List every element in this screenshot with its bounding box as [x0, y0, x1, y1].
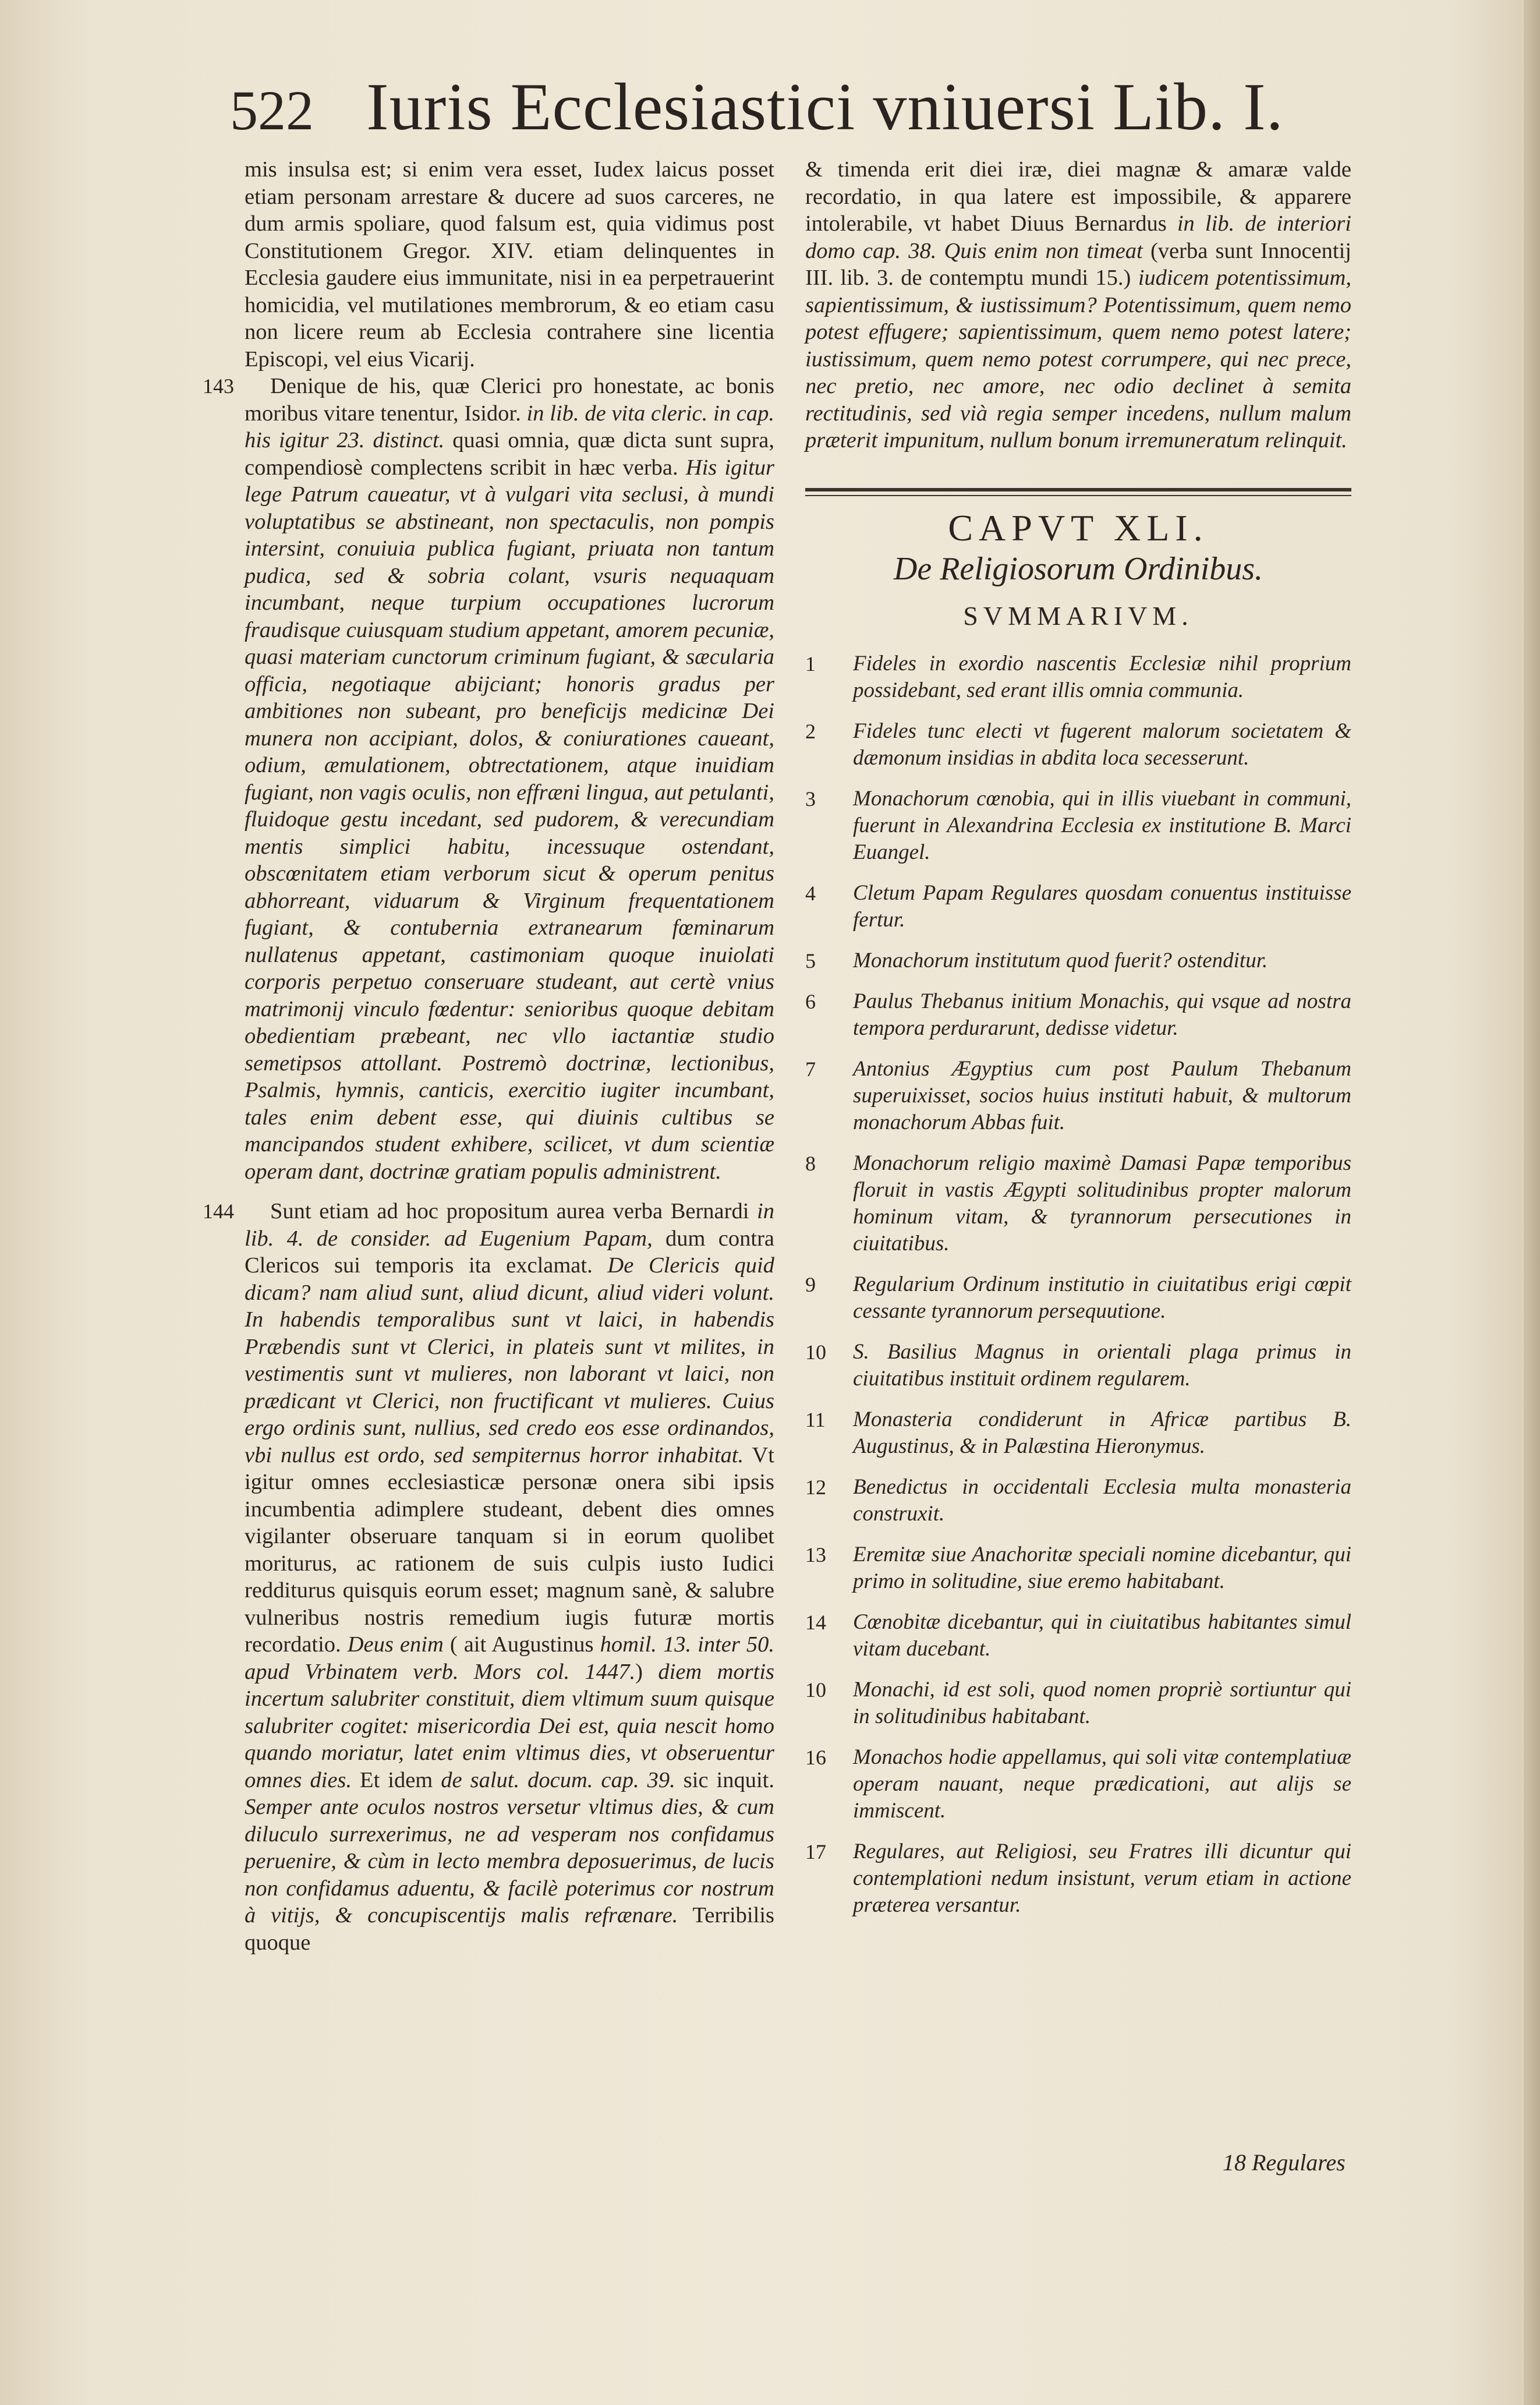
citation: in lib. de vita cleric. in cap. his igitur 23. distinct. — [245, 401, 774, 452]
paragraph-continued — [805, 156, 1351, 454]
summary-number: 3 — [805, 787, 816, 811]
margin-number: 143 — [203, 374, 234, 398]
summary-list — [805, 650, 1351, 1919]
summary-text: Fideles tunc electi vt fugerent malorum societatem & dæmonum insidias in abdita loca secesserunt. — [853, 719, 1351, 770]
left-column — [203, 156, 775, 1956]
summary-heading: SVMMARIVM. — [963, 600, 1194, 631]
chapter-title: De Religiosorum Ordinibus. — [893, 551, 1263, 587]
summary-text: Monachorum institutum quod fuerit? ostenditur. — [853, 949, 1268, 972]
paragraph-text: dum contra Clericos sui temporis ita exclamat. — [245, 1226, 774, 1278]
summary-item — [805, 1541, 1351, 1595]
summary-item — [805, 718, 1351, 772]
summary-text: Antonius Ægyptius cum post Paulum Thebanum superuixisset, socios huius instituti habuit, & multorum monachorum Abbas fuit. — [853, 1057, 1351, 1134]
summary-item — [805, 1056, 1351, 1136]
summary-text: Monachi, id est soli, quod nomen propriè sortiuntur qui in solitudinibus habitabant. — [853, 1678, 1351, 1728]
paragraph-text: Denique de his, quæ Clerici pro honestate, ac bonis moribus vitare tenentur, Isidor. — [245, 374, 774, 426]
summary-item — [805, 1339, 1351, 1392]
catchword — [1223, 2149, 1346, 2176]
citation: in lib. 4. de consider. ad Eugenium Papam, — [245, 1199, 774, 1251]
summary-item — [805, 650, 1351, 704]
paragraph-text: Vt igitur omnes ecclesiasticæ personæ onera sibi ipsis incumbentia adimplere studeant, debent dies omnes vigilanter obseruare tanquam si in eorum quolibet moriturus, ac rationem de suis culpis iusto Iudici redditurus quisquis eorum esset; magnum sanè, & salubre vulneribus nostris remedium iugis futuræ mortis recordatio. — [245, 1442, 774, 1657]
paragraph-text: Terribilis quoque — [245, 1903, 774, 1955]
summary-item — [805, 1150, 1351, 1257]
catchword-text: 18 Regulares — [1223, 2149, 1346, 2176]
paragraph-text: quasi omnia, quæ dicta sunt supra, compendiosè complectens scribit in hæc verba. — [245, 428, 775, 480]
paragraph-text: sic inquit. — [683, 1767, 775, 1792]
quotation: De Clericis quid dicam? nam aliud sunt, aliud dicunt, aliud videri volunt. In habendis temporalibus sunt vt laici, in habendis Præbendis sunt vt Clerici, in plateis sunt vt milites, in vestimentis sunt vt mulieres, non laborant vt laici, non prædicant vt Clerici, non fructificant vt mulieres. Cuius ergo ordinis sunt, nullius, sed credo eos esse ordinandos, vbi nullus est ordo, sed sempiternus horror inhabitat. — [245, 1253, 775, 1467]
summary-number: 1 — [805, 652, 816, 675]
summary-text: Monasteria condiderunt in Africæ partibus B. Augustinus, & in Palæstina Hieronymus. — [853, 1407, 1351, 1458]
summary-item — [805, 1406, 1351, 1460]
quotation: Quis enim non timeat — [944, 238, 1143, 263]
summary-text: Eremitæ siue Anachoritæ speciali nomine dicebantur, qui primo in solitudine, siue eremo habitabant. — [853, 1543, 1351, 1593]
summary-number: 14 — [805, 1611, 826, 1634]
paragraph-text: & timenda erit diei iræ, diei magnæ & amaræ valde recordatio, in qua latere est impossibile, & apparere intolerabile, vt habet Diuus Bernardus — [805, 157, 1351, 236]
summary-number: 9 — [805, 1273, 816, 1296]
paragraph-intro — [245, 156, 774, 373]
citation: homil. 13. inter 50. apud Vrbinatem verb. Mors col. 1447. — [245, 1632, 775, 1684]
summary-text: Cletum Papam Regulares quosdam conuentus instituisse fertur. — [853, 881, 1351, 932]
summary-number: 8 — [805, 1152, 816, 1175]
running-title: Iuris Ecclesiastici vniuersi Lib. I. — [366, 70, 1284, 144]
summary-item — [805, 1838, 1351, 1919]
citation: in lib. de interiori domo cap. 38. — [805, 211, 1351, 263]
summary-number: 7 — [805, 1058, 816, 1081]
summary-text: Fideles in exordio nascentis Ecclesiæ nihil proprium possidebant, sed erant illis omnia communia. — [853, 652, 1351, 702]
summary-text: Monachos hodie appellamus, qui soli vitæ contemplatiuæ operam nauant, neque prædicationi, aut alijs se immiscent. — [853, 1745, 1351, 1823]
summary-number: 17 — [805, 1840, 826, 1863]
quotation: Semper ante oculos nostros versetur vltimus dies, & cum diluculo surrexerimus, ne ad vesperam nos confidamus peruenire, & cùm in lecto membra deposuerimus, de lucis non confidamus aduentu, & facilè poterimus cor nostrum à vitijs, & concupiscentijs malis refrænare. — [245, 1795, 774, 1927]
summary-text: Paulus Thebanus initium Monachis, qui vsque ad nostra tempora perdurarunt, dedisse videtur. — [853, 989, 1351, 1040]
summary-item — [805, 1271, 1351, 1325]
summary-number: 2 — [805, 720, 816, 743]
summary-item — [805, 1474, 1351, 1527]
paragraph-text: (verba sunt Innocentij III. lib. 3. de contemptu mundi 15.) — [805, 238, 1351, 290]
summary-text: Regulares, aut Religiosi, seu Fratres illi dicuntur qui contemplationi nedum insistunt, verum etiam in actione præterea versantur. — [853, 1840, 1351, 1917]
chapter-heading: CAPVT XLI. — [948, 507, 1209, 549]
page-edge — [1524, 0, 1540, 2405]
right-column — [805, 156, 1351, 1933]
section-rule — [805, 488, 1351, 496]
summary-number: 10 — [805, 1678, 826, 1702]
paragraph-text: mis insulsa est; si enim vera esset, Iudex laicus posset etiam personam arrestare & ducere ad suos carceres, ne dum armis spoliare, quod falsum est, quia vidimus post Constitutionem Gregor. XIV. etiam delinquentes in Ecclesia gaudere eius immunitate, nisi in ea perpetrauerint homicidia, vel mutilationes membrorum, & eo etiam casu non licere reum ab Ecclesia contrahere sine licentia Episcopi, vel eius Vicarij. — [245, 157, 774, 372]
paragraph-text: ( ait Augustinus — [449, 1632, 594, 1657]
page-header — [230, 69, 1336, 162]
paragraph-144 — [203, 1198, 775, 1956]
quotation: diem mortis incertum salubriter constituit, diem vltimum suum quisque salubriter cogitet: misericordia Dei est, quia nescit homo quando moriatur, latet enim vltimus dies, vt obseruentur omnes dies. — [245, 1659, 774, 1792]
summary-number: 13 — [805, 1543, 826, 1566]
quotation: Deus enim — [347, 1632, 444, 1657]
citation: de salut. docum. cap. 39. — [441, 1767, 675, 1792]
paragraph-text: Sunt etiam ad hoc propositum aurea verba Bernardi — [270, 1199, 749, 1223]
quotation: iudicem potentissimum, sapientissimum, & iustissimum? Potentissimum, quem nemo potest effugere; sapientissimum, quem nemo potest latere; iustissimum, quem nemo potest corrumpere, qui nec prece, nec pretio, nec amore, nec odio declinet à semita rectitudinis, sed vià regia semper incedens, nullum malum præterit impunitum, nullum bonum irremuneratum relinquit. — [805, 266, 1351, 452]
summary-number: 6 — [805, 990, 816, 1013]
summary-item — [805, 947, 1351, 974]
summary-text: S. Basilius Magnus in orientali plaga primus in ciuitatibus instituit ordinem regularem. — [853, 1340, 1351, 1391]
summary-item — [805, 1677, 1351, 1730]
summary-text: Monachorum cœnobia, qui in illis viuebant in communi, fuerunt in Alexandrina Ecclesia ex institutione B. Marci Euangel. — [853, 787, 1351, 864]
paragraph-text: ) — [635, 1659, 643, 1684]
paragraph-text: Et idem — [360, 1767, 433, 1792]
page-number: 522 — [230, 79, 314, 142]
summary-text: Benedictus in occidentali Ecclesia multa monasteria construxit. — [853, 1475, 1351, 1526]
paragraph-143 — [203, 373, 775, 1185]
summary-item — [805, 880, 1351, 933]
summary-number: 16 — [805, 1746, 826, 1769]
summary-number: 11 — [805, 1408, 826, 1431]
summary-number: 10 — [805, 1341, 826, 1364]
summary-item — [805, 1609, 1351, 1663]
summary-text: Cœnobitæ dicebantur, qui in ciuitatibus habitantes simul vitam ducebant. — [853, 1610, 1351, 1661]
summary-number: 4 — [805, 882, 816, 905]
summary-number: 5 — [805, 949, 816, 972]
summary-item — [805, 1744, 1351, 1824]
summary-item — [805, 786, 1351, 866]
summary-number: 12 — [805, 1476, 826, 1499]
margin-number: 144 — [203, 1200, 234, 1223]
summary-text: Monachorum religio maximè Damasi Papæ temporibus floruit in vastis Ægypti solitudinibus propter malorum hominum vitam, & tyrannorum persecutiones in ciuitatibus. — [853, 1151, 1351, 1255]
quotation: His igitur lege Patrum caueatur, vt à vulgari vita seclusi, à mundi voluptatibus se abstineant, non spectaculis, non pompis intersint, conuiuia publica fugiant, priuata non tantum pudica, sed & sobria colant, vsuris nequaquam incumbant, neque turpium occupationes lucrorum fraudisque cuiusquam studium appetant, amorem pecuniæ, quasi materiam cunctorum criminum fugiant, & sæcularia officia, negotiaque abijciant; honoris gradus per ambitiones non subeant, pro beneficijs medicinæ Dei munera non accipiant, dolos, & coniurationes caueant, odium, æmulationem, obtrectationem, atque inuidiam fugiant, non vagis oculis, non effræni lingua, aut petulanti, fluidoque gestu incedant, sed pudorem, & verecundiam mentis simplici habitu, incessuque ostendant, obscœnitatem etiam verborum sicut & operum penitus abhorreant, viduarum & Virginum frequentationem fugiant, & contubernia extranearum fœminarum nullatenus appetant, castimoniam quoque inuiolati corporis perpetuo conseruare studeant, aut certè vnius matrimonij vinculo fœdentur: senioribus quoque debitam obedientiam præbeant, nec vllo iactantiæ studio semetipsos attollant. Postremò doctrinæ, lectionibus, Psalmis, hymnis, canticis, exercitio iugiter incumbant, tales enim debent esse, qui diuinis cultibus se mancipandos student exhibere, scilicet, vt dum scientiæ operam dant, doctrinæ gratiam populis administrent. — [245, 455, 775, 1184]
summary-text: Regularium Ordinum institutio in ciuitatibus erigi cœpit cessante tyrannorum persequutione. — [853, 1272, 1351, 1323]
summary-item — [805, 988, 1351, 1042]
